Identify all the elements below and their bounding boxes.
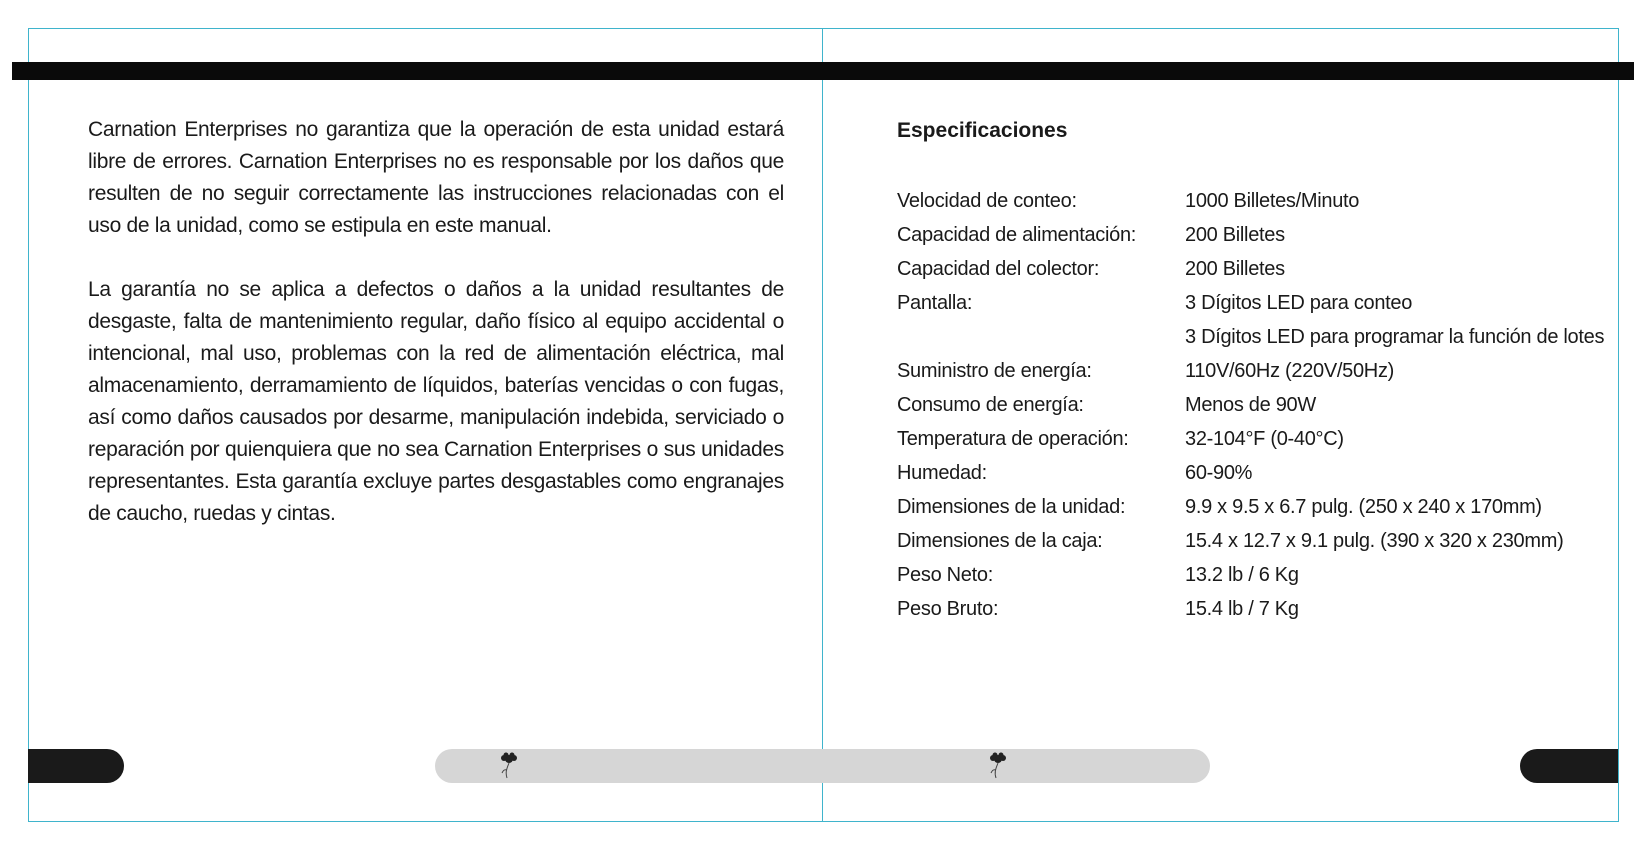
spec-label bbox=[897, 320, 1185, 354]
spec-value: 15.4 x 12.7 x 9.1 pulg. (390 x 320 x 230mm) bbox=[1185, 530, 1564, 552]
spec-value: 15.4 lb / 7 Kg bbox=[1185, 598, 1299, 620]
spec-label: Peso Bruto: bbox=[897, 598, 999, 620]
spec-table bbox=[897, 184, 1605, 626]
specifications-section bbox=[897, 114, 1605, 620]
spec-value: 3 Dígitos LED para conteo bbox=[1185, 292, 1413, 314]
spec-value: Menos de 90W bbox=[1185, 394, 1316, 416]
warranty-paragraph-2: La garantía no se aplica a defectos o daños a la unidad resultantes de desgaste, falta de mantenimiento regular, daño físico al equipo accidental o intencional, mal uso, problemas con la red de alimentación eléctrica, mal almacenamiento, derramamiento de líquidos, baterías vencidas o con fugas, así como daños causados por desarme, manipulación indebida, serviciado o reparación por quienquiera que no sea Carnation Enterprises o sus unidades representantes. Esta garantía excluye partes desgastables como engranajes de caucho, ruedas y cintas. bbox=[88, 278, 784, 525]
page-number-tab-right bbox=[1520, 749, 1618, 783]
warranty-paragraph-1: Carnation Enterprises no garantiza que la operación de esta unidad estará libre de errores. Carnation Enterprises no es responsable por los daños que resulten de no seguir correctamente las instrucciones relacionadas con el uso de la unidad, como se estipula en este manual. bbox=[88, 118, 784, 237]
spec-row bbox=[897, 558, 1597, 592]
spec-row bbox=[897, 184, 1597, 218]
spec-value: 1000 Billetes/Minuto bbox=[1185, 190, 1360, 212]
specifications-title: Especificaciones bbox=[897, 119, 1068, 142]
spec-value: 9.9 x 9.5 x 6.7 pulg. (250 x 240 x 170mm) bbox=[1185, 496, 1542, 518]
flower-icon bbox=[498, 752, 520, 780]
spec-row bbox=[897, 524, 1597, 558]
spec-label: Velocidad de conteo: bbox=[897, 190, 1077, 212]
spec-row bbox=[897, 286, 1597, 320]
spec-label: Capacidad del colector: bbox=[897, 258, 1100, 280]
spec-label: Dimensiones de la unidad: bbox=[897, 496, 1126, 518]
spec-row bbox=[897, 456, 1597, 490]
spec-value: 3 Dígitos LED para programar la función de lotes bbox=[1185, 326, 1605, 348]
spec-row bbox=[897, 320, 1605, 354]
spec-row bbox=[897, 354, 1597, 388]
warranty-text bbox=[88, 114, 784, 562]
spec-label: Peso Neto: bbox=[897, 564, 993, 586]
spec-label: Consumo de energía: bbox=[897, 394, 1084, 416]
spec-row bbox=[897, 218, 1597, 252]
spec-value: 110V/60Hz (220V/50Hz) bbox=[1185, 360, 1395, 382]
spec-label: Humedad: bbox=[897, 462, 987, 484]
spec-value: 32-104°F (0-40°C) bbox=[1185, 428, 1344, 450]
footer-bar bbox=[435, 749, 1210, 783]
spec-label: Pantalla: bbox=[897, 292, 973, 314]
flower-icon bbox=[987, 752, 1009, 780]
spec-row bbox=[897, 490, 1597, 524]
page-number-tab-left bbox=[28, 749, 124, 783]
spec-value: 200 Billetes bbox=[1185, 224, 1285, 246]
spec-row bbox=[897, 592, 1597, 626]
spec-label: Capacidad de alimentación: bbox=[897, 224, 1137, 246]
spec-row bbox=[897, 388, 1597, 422]
spec-value: 200 Billetes bbox=[1185, 258, 1285, 280]
spec-label: Suministro de energía: bbox=[897, 360, 1092, 382]
spec-row bbox=[897, 422, 1597, 456]
spec-label: Dimensiones de la caja: bbox=[897, 530, 1103, 552]
spec-value: 60-90% bbox=[1185, 462, 1253, 484]
spec-value: 13.2 lb / 6 Kg bbox=[1185, 564, 1299, 586]
spec-row bbox=[897, 252, 1597, 286]
page-divider bbox=[822, 28, 823, 822]
spec-label: Temperatura de operación: bbox=[897, 428, 1129, 450]
header-bar bbox=[12, 62, 1634, 80]
